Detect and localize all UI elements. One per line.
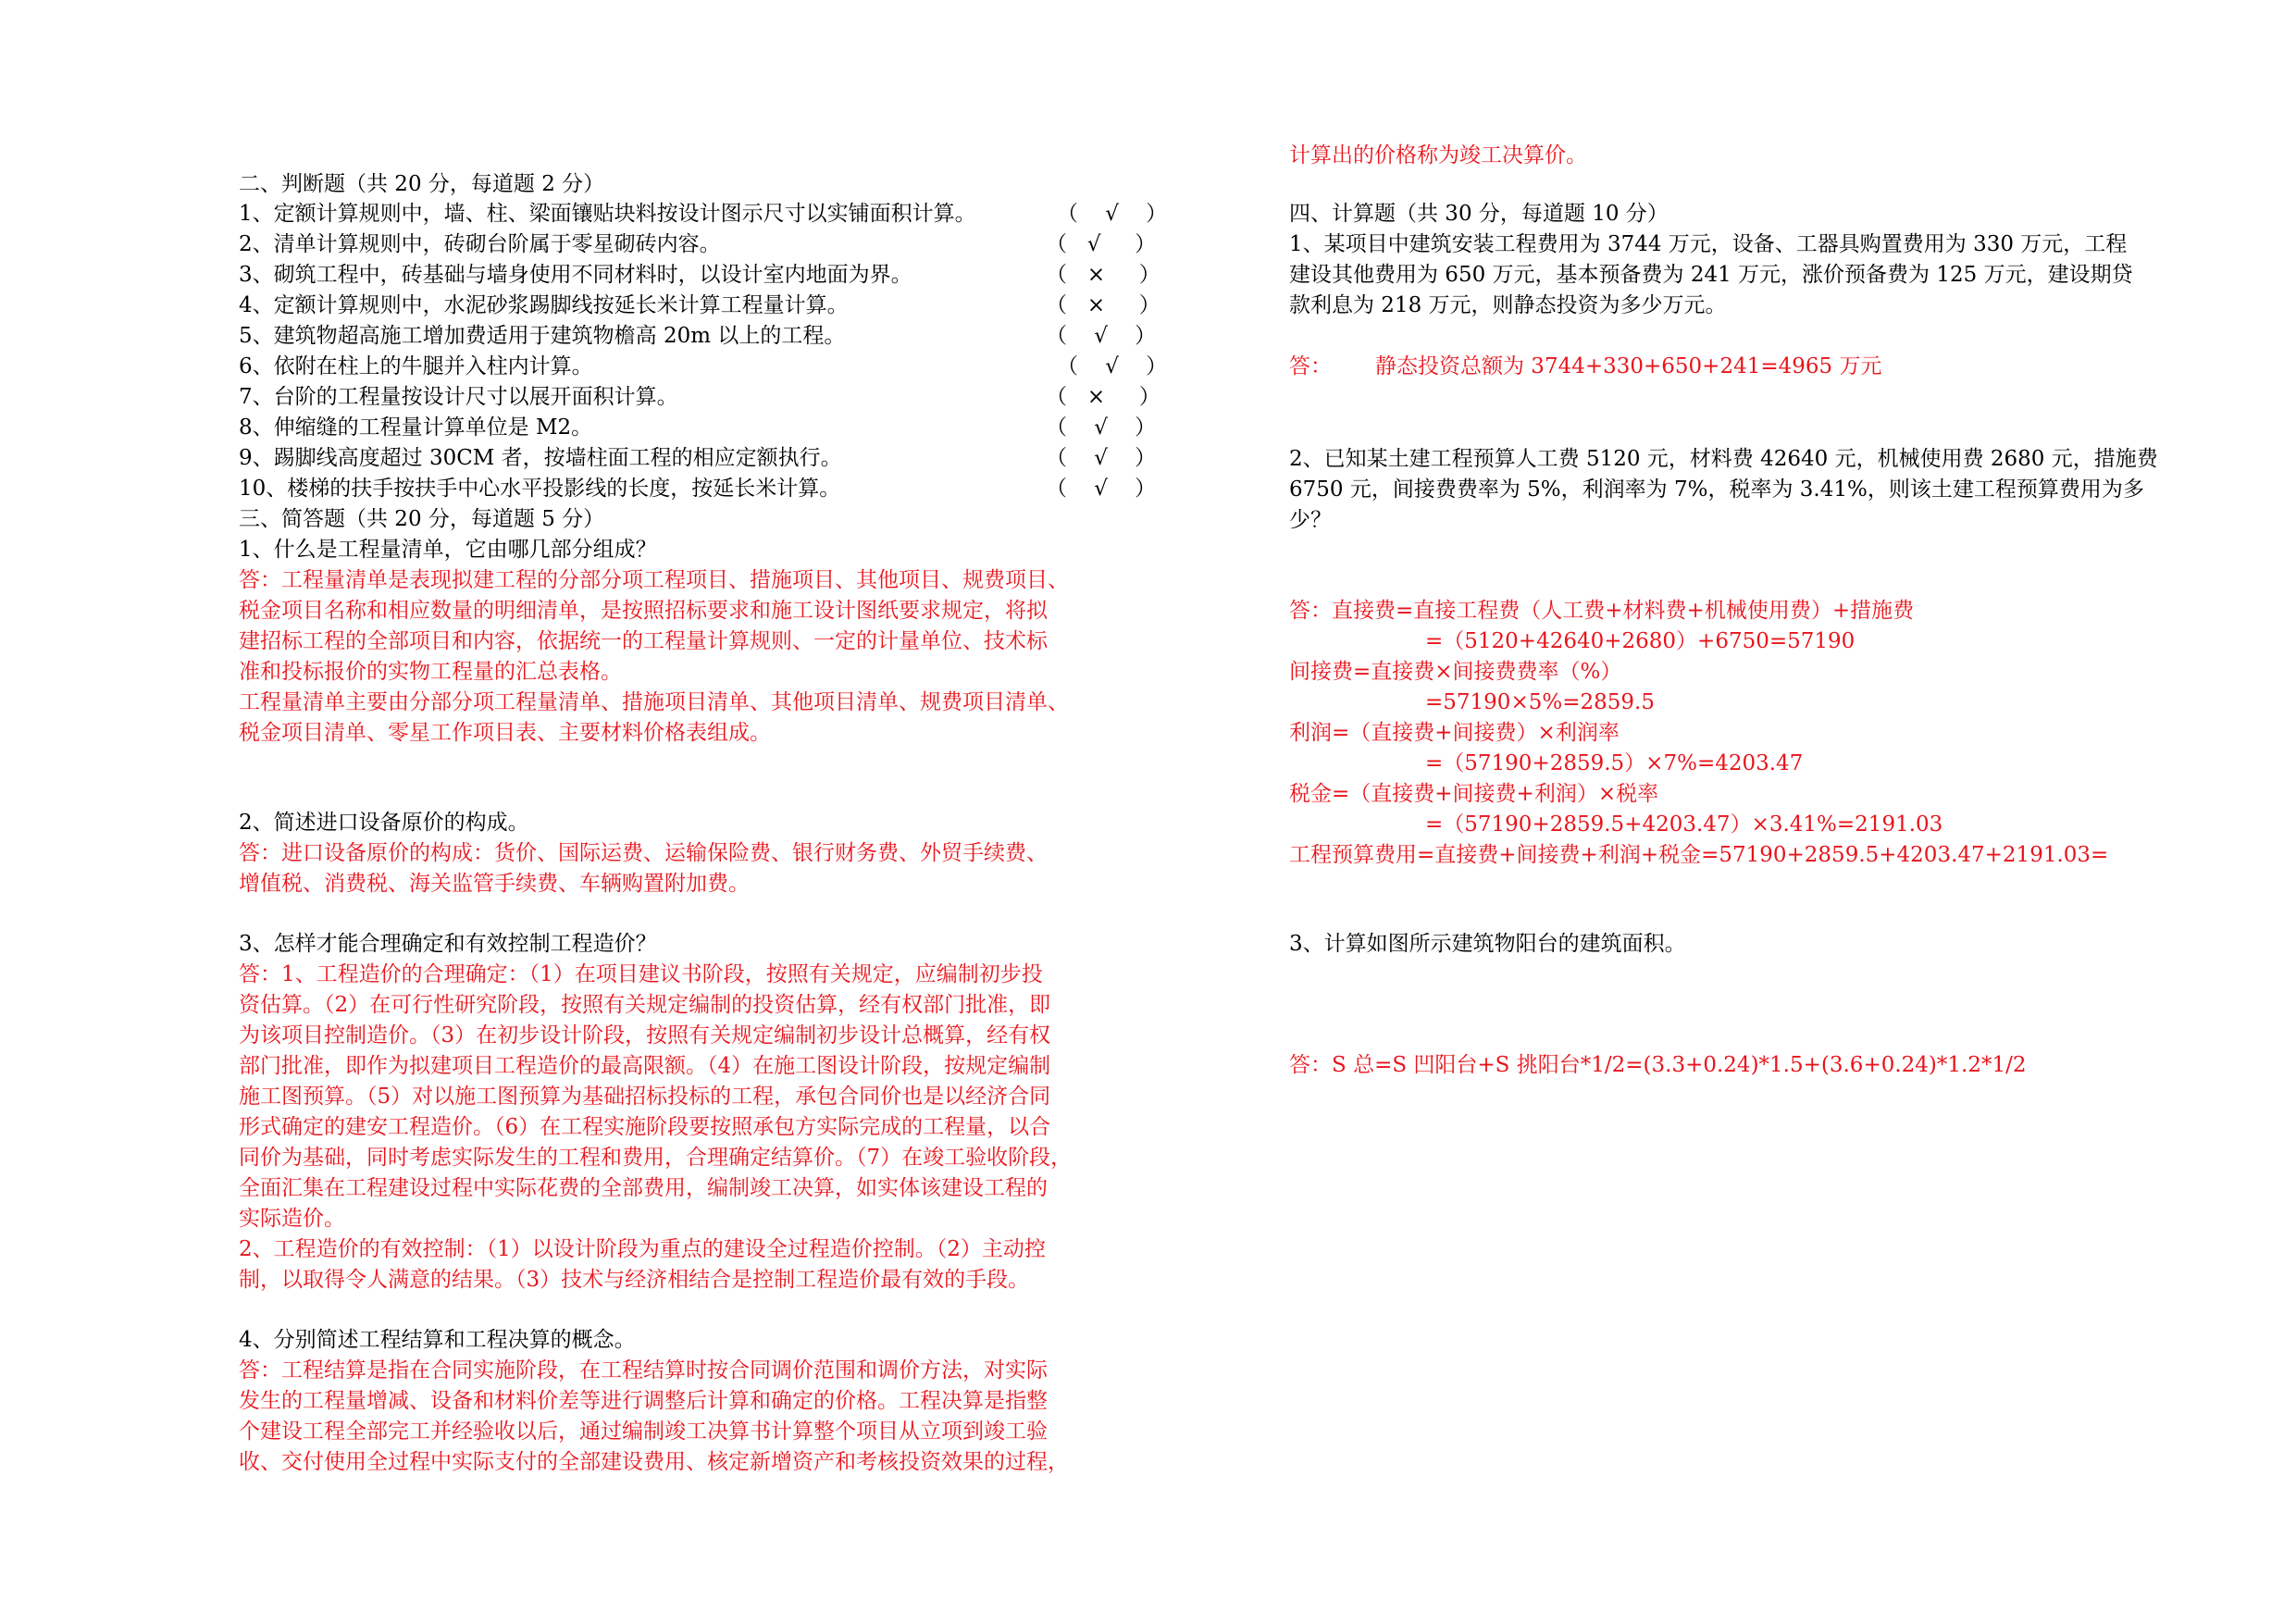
answer-4-line: 答：工程结算是指在合同实施阶段，在工程结算时按合同调价范围和调价方法，对实际	[239, 1358, 1048, 1382]
calc-3: 3、计算如图所示建筑物阳台的建筑面积。	[1289, 932, 1686, 956]
judge-item: 2、清单计算规则中，砖砌台阶属于零星砌砖内容。	[239, 232, 721, 256]
answer-3-line: 答：1、工程造价的合理确定：（1）在项目建议书阶段，按照有关规定，应编制初步投	[239, 962, 1043, 986]
question-1: 1、什么是工程量清单，它由哪几部分组成？	[239, 538, 657, 562]
calc-2-line: 6750 元，间接费费率为 5%，利润率为 7%，税率为 3.41%，则该土建工程预算费用为多	[1289, 477, 2144, 502]
judge-mark: （ √ ）	[1046, 415, 1157, 440]
section3-title: 三、简答题（共 20 分，每道题 5 分）	[239, 507, 605, 531]
judge-mark: （ × ）	[1046, 385, 1160, 409]
judge-item: 6、依附在柱上的牛腿并入柱内计算。	[239, 354, 593, 378]
calc-2-answer-line: =（57190+2859.5+4203.47）×3.41%=2191.03	[1425, 812, 1943, 837]
calc-2-answer-line: 利润=（直接费+间接费）×利润率	[1289, 721, 1620, 745]
judge-item: 8、伸缩缝的工程量计算单位是 M2。	[239, 415, 593, 440]
answer-3-line: 同价为基础，同时考虑实际发生的工程和费用，合理确定结算价。（7）在竣工验收阶段，	[239, 1146, 1073, 1170]
judge-mark: （ √ ）	[1057, 354, 1168, 378]
answer-1-line: 税金项目名称和相应数量的明细清单，是按照招标要求和施工设计图纸要求规定，将拟	[239, 599, 1048, 623]
answer-4-line: 个建设工程全部完工并经验收以后，通过编制竣工决算书计算整个项目从立项到竣工验	[239, 1419, 1048, 1444]
calc-2-answer-line: 间接费=直接费×间接费费率（%）	[1289, 660, 1622, 684]
answer-1-line: 准和投标报价的实物工程量的汇总表格。	[239, 660, 622, 684]
answer-3-line: 制，以取得令人满意的结果。（3）技术与经济相结合是控制工程造价最有效的手段。	[239, 1268, 1030, 1292]
answer-3-line: 全面汇集在工程建设过程中实际花费的全部费用，编制竣工决算，如实体该建设工程的	[239, 1176, 1048, 1200]
judge-mark: （ √ ）	[1046, 232, 1157, 256]
section4-title: 四、计算题（共 30 分，每道题 10 分）	[1289, 202, 1669, 226]
answer-3-line: 为该项目控制造价。（3）在初步设计阶段，按照有关规定编制初步设计总概算，经有权	[239, 1023, 1051, 1048]
question-4: 4、分别简述工程结算和工程决算的概念。	[239, 1328, 636, 1352]
section2-title: 二、判断题（共 20 分，每道题 2 分）	[239, 172, 605, 196]
answer-3-line: 2、工程造价的有效控制：（1）以设计阶段为重点的建设全过程造价控制。（2）主动控	[239, 1237, 1046, 1261]
calc-1-line: 款利息为 218 万元，则静态投资为多少万元。	[1289, 293, 1727, 317]
calc-2-line: 2、已知某土建工程预算人工费 5120 元，材料费 42640 元，机械使用费 2680 元，措施费	[1289, 447, 2158, 471]
calc-2-line: 少？	[1289, 508, 1332, 532]
answer-3-line: 实际造价。	[239, 1207, 345, 1231]
answer-1-line: 建招标工程的全部项目和内容，依据统一的工程量计算规则、一定的计量单位、技术标	[239, 629, 1048, 653]
calc-2-answer-line: 答：直接费=直接工程费（人工费+材料费+机械使用费）+措施费	[1289, 599, 1915, 623]
judge-mark: （ √ ）	[1046, 477, 1157, 501]
answer-3-line: 部门批准，即作为拟建项目工程造价的最高限额。（4）在施工图设计阶段，按规定编制	[239, 1054, 1051, 1078]
answer-1-line: 答：工程量清单是表现拟建工程的分部分项工程项目、措施项目、其他项目、规费项目、	[239, 568, 1069, 592]
calc-2-answer-line: =（57190+2859.5）×7%=4203.47	[1425, 751, 1804, 775]
answer-2-line: 答：进口设备原价的构成：货价、国际运费、运输保险费、银行财务费、外贸手续费、	[239, 841, 1048, 865]
calc-2-answer-line: =57190×5%=2859.5	[1425, 690, 1655, 714]
answer-3-line: 形式确定的建安工程造价。（6）在工程实施阶段要按照承包方实际完成的工程量，以合	[239, 1115, 1051, 1139]
answer-1-line: 工程量清单主要由分部分项工程量清单、措施项目清单、其他项目清单、规费项目清单、	[239, 690, 1069, 714]
judge-item: 7、台阶的工程量按设计尺寸以展开面积计算。	[239, 385, 678, 409]
calc-1-answer: 静态投资总额为 3744+330+650+241=4965 万元	[1375, 354, 1882, 378]
judge-item: 5、建筑物超高施工增加费适用于建筑物檐高 20m 以上的工程。	[239, 324, 846, 348]
calc-1-answer-label: 答：	[1289, 354, 1332, 378]
judge-item: 3、砌筑工程中，砖基础与墙身使用不同材料时，以设计室内地面为界。	[239, 263, 912, 287]
calc-2-answer-line: 工程预算费用=直接费+间接费+利润+税金=57190+2859.5+4203.47+2191.03=	[1289, 843, 2109, 867]
answer-4-line: 发生的工程量增减、设备和材料价差等进行调整后计算和确定的价格。工程决算是指整	[239, 1389, 1048, 1413]
answer-4-line: 收、交付使用全过程中实际支付的全部建设费用、核定新增资产和考核投资效果的过程，	[239, 1450, 1069, 1474]
judge-mark: （ √ ）	[1046, 446, 1157, 470]
judge-item: 4、定额计算规则中，水泥砂浆踢脚线按延长米计算工程量计算。	[239, 293, 849, 317]
judge-mark: （ √ ）	[1046, 324, 1157, 348]
answer-3-line: 资估算。（2）在可行性研究阶段，按照有关规定编制的投资估算，经有权部门批准，即	[239, 993, 1051, 1017]
calc-1-line: 建设其他费用为 650 万元，基本预备费为 241 万元，涨价预备费为 125 万元，建设期贷	[1289, 263, 2133, 287]
calc-2-answer-line: =（5120+42640+2680）+6750=57190	[1425, 629, 1855, 653]
question-3: 3、怎样才能合理确定和有效控制工程造价？	[239, 932, 657, 956]
answer-2-line: 增值税、消费税、海关监管手续费、车辆购置附加费。	[239, 872, 750, 896]
answer-4-continuation: 计算出的价格称为竣工决算价。	[1289, 143, 1587, 167]
judge-item: 10、楼梯的扶手按扶手中心水平投影线的长度，按延长米计算。	[239, 477, 841, 501]
judge-item: 9、踢脚线高度超过 30CM 者，按墙柱面工程的相应定额执行。	[239, 446, 842, 470]
question-2: 2、简述进口设备原价的构成。	[239, 811, 529, 835]
calc-3-answer: 答：S 总=S 凹阳台+S 挑阳台*1/2=(3.3+0.24)*1.5+(3.6+0.24)*1.2*1/2	[1289, 1053, 2027, 1077]
calc-1-line: 1、某项目中建筑安装工程费用为 3744 万元，设备、工器具购置费用为 330 万元，工程	[1289, 232, 2128, 256]
judge-item: 1、定额计算规则中，墙、柱、梁面镶贴块料按设计图示尺寸以实铺面积计算。	[239, 202, 976, 226]
judge-mark: （ × ）	[1046, 263, 1160, 287]
calc-2-answer-line: 税金=（直接费+间接费+利润）×税率	[1289, 782, 1659, 806]
judge-mark: （ √ ）	[1057, 202, 1168, 226]
judge-mark: （ × ）	[1046, 293, 1160, 317]
answer-1-line: 税金项目清单、零星工作项目表、主要材料价格表组成。	[239, 721, 771, 745]
answer-3-line: 施工图预算。（5）对以施工图预算为基础招标投标的工程，承包合同价也是以经济合同	[239, 1085, 1051, 1109]
